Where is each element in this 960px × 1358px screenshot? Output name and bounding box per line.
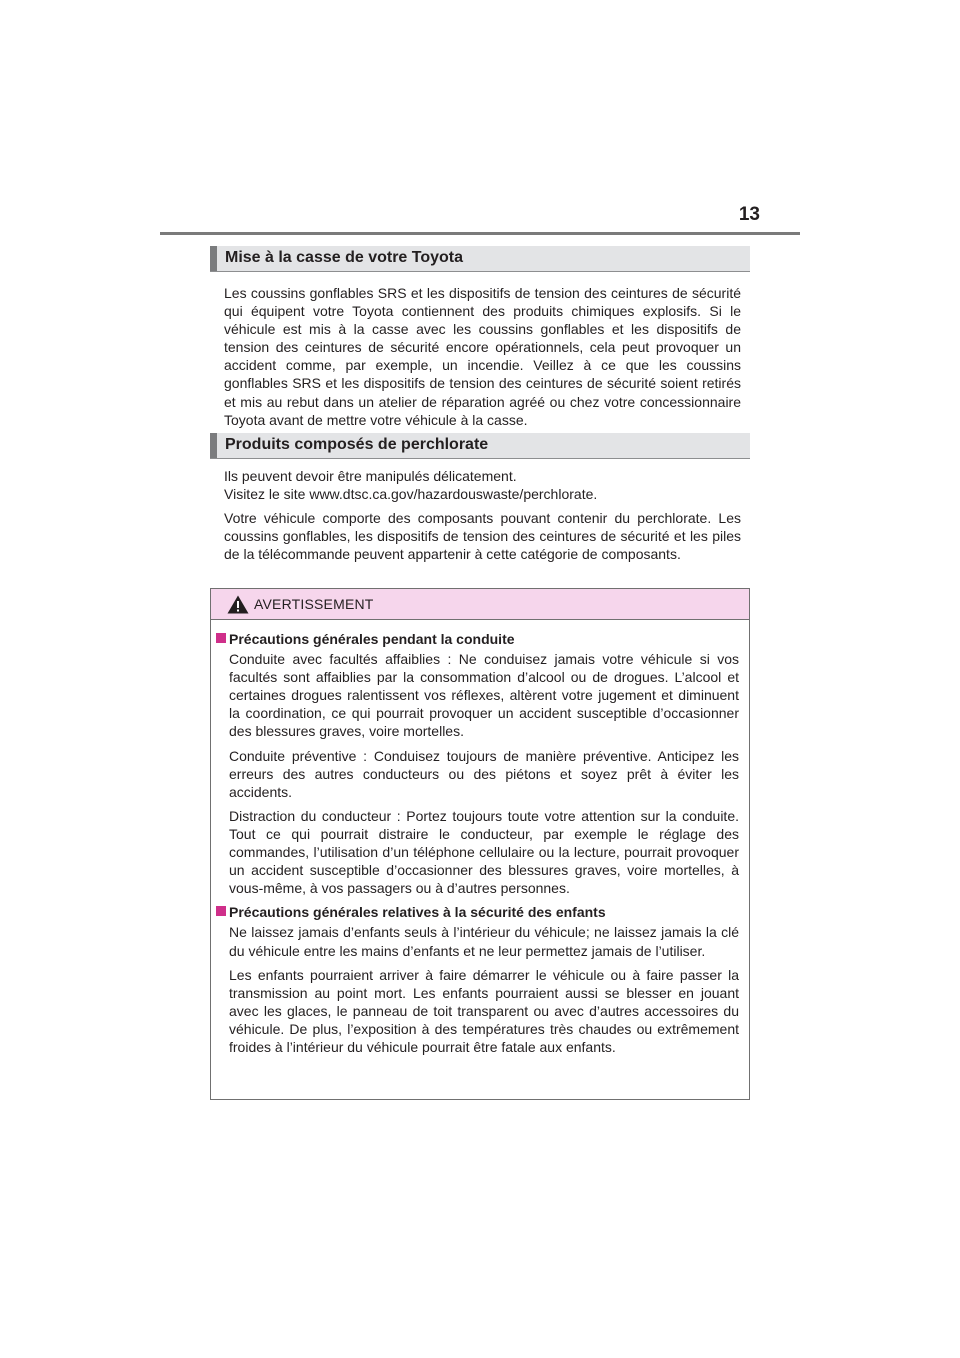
warning-item-driving xyxy=(211,630,749,897)
paragraph: Ils peuvent devoir être manipulés délicatement. xyxy=(224,468,517,484)
warning-paragraph: Conduite préventive : Conduisez toujours de manière préventive. Anticipez les erreurs des autres conducteurs ou des piétons et soyez prêt à éviter les accidents. xyxy=(229,747,739,800)
warning-paragraph: Conduite avec facultés affaiblies : Ne conduisez jamais votre véhicule si vos facultés sont affaiblies par la consommation d’alcool ou de drogues. L’alcool et certaines drogues ralentissent vos réflexes, altèrent votre jugement et diminuent la coordination, ce qui pourrait provoquer un accident susceptible d’occasionner des blessures graves, voire mortelles. xyxy=(229,651,739,740)
section-header-perchlorate xyxy=(210,433,750,459)
warning-heading-text: Précautions générales relatives à la sécurité des enfants xyxy=(229,904,606,921)
page-number: 13 xyxy=(738,204,760,225)
warning-item-heading xyxy=(211,630,749,648)
warning-triangle-icon xyxy=(227,595,249,614)
paragraph: Les coussins gonflables SRS et les dispositifs de tension des ceintures de sécurité qui équipent votre Toyota contiennent des produits chimiques explosifs. Si le véhicule est mis à la casse avec les coussins gonflables et les dispositifs de tension des ceintures de sécurité encore opérationnels, cela peut provoquer un accident comme, par exemple, un incendie. Veillez à ce que les coussins gonflables SRS et les dispositifs de tension des ceintures de sécurité soient retirés et mis au rebut dans un atelier de réparation agréé ou chez votre concessionnaire Toyota avant de mettre votre véhicule à la casse. xyxy=(224,285,741,428)
section-body-scrapping xyxy=(224,284,741,429)
warning-box xyxy=(210,588,750,1100)
bullet-square-icon xyxy=(216,633,226,643)
warning-item-heading xyxy=(211,903,749,921)
paragraph: Votre véhicule comporte des composants pouvant contenir du perchlorate. Les coussins gonflables, les dispositifs de tension des ceintures de sécurité et les piles de la télécommande peuvent appartenir à cette catégorie de composants. xyxy=(224,510,741,563)
header-rule xyxy=(160,232,800,235)
section-header-bar xyxy=(210,246,217,271)
warning-item-children xyxy=(211,903,749,1056)
section-title-scrapping: Mise à la casse de votre Toyota xyxy=(225,249,464,266)
warning-body xyxy=(211,630,749,1062)
section-title-perchlorate: Produits composés de perchlorate xyxy=(225,436,489,453)
paragraph: Visitez le site www.dtsc.ca.gov/hazardouswaste/perchlorate. xyxy=(224,486,598,503)
bullet-square-icon xyxy=(216,906,226,916)
section-body-perchlorate xyxy=(224,467,741,563)
warning-header xyxy=(211,589,749,620)
warning-paragraph: Ne laissez jamais d’enfants seuls à l’intérieur du véhicule; ne laissez jamais la clé du véhicule entre les mains d’enfants et ne leur permettez jamais de l’utiliser. xyxy=(229,924,739,959)
warning-heading-text: Précautions générales pendant la conduite xyxy=(229,631,515,647)
section-header-scrapping xyxy=(210,246,750,272)
warning-paragraph: Distraction du conducteur : Portez toujours toute votre attention sur la conduite. Tout ce qui pourrait distraire le conducteur, par exemple le réglage des commandes, l’utilisation d’un téléphone cellulaire ou la lecture, pourrait provoquer un accident susceptible d’occasionner des blessures graves, voire mortelles, à vous-même, à vos passagers ou à d’autres personnes. xyxy=(229,807,739,897)
warning-paragraph: Les enfants pourraient arriver à faire démarrer le véhicule ou à faire passer la transmission au point mort. Les enfants pourraient aussi se blesser en jouant avec les glaces, le panneau de toit transparent ou avec d’autres accessoires du véhicule. De plus, l’exposition à des températures très chaudes ou extrêmement froides à l’intérieur du véhicule pourrait être fatale aux enfants. xyxy=(229,966,739,1055)
warning-label: AVERTISSEMENT xyxy=(254,596,374,612)
section-header-bar xyxy=(210,433,217,458)
